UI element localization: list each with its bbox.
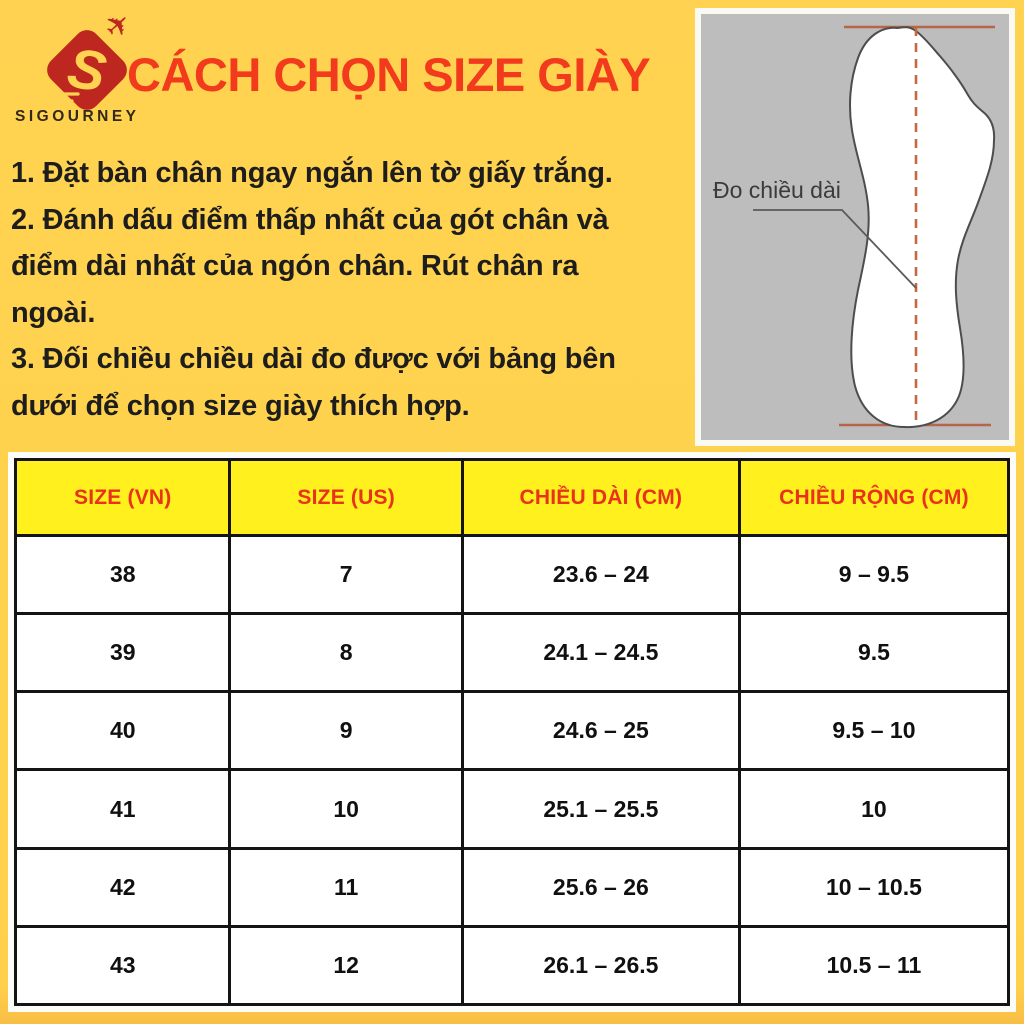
table-cell: 7 xyxy=(230,536,462,614)
brand-name: SIGOURNEY xyxy=(15,108,140,125)
table-cell: 11 xyxy=(230,848,462,926)
table-cell: 12 xyxy=(230,926,462,1004)
table-row xyxy=(16,614,1009,692)
table-cell: 38 xyxy=(16,536,230,614)
instruction-line: 2. Đánh dấu điểm thấp nhất của gót chân và xyxy=(11,203,609,236)
table-cell: 10 xyxy=(230,770,462,848)
instruction-line: dưới để chọn size giày thích hợp. xyxy=(11,389,470,422)
size-table-frame xyxy=(8,452,1016,1012)
table-cell: 24.1 – 24.5 xyxy=(462,614,739,692)
table-row xyxy=(16,848,1009,926)
svg-text:S: S xyxy=(63,35,111,104)
foot-outline-illustration xyxy=(701,14,1009,440)
foot-outline xyxy=(850,27,994,427)
table-header-row xyxy=(16,460,1009,536)
table-cell: 9.5 xyxy=(739,614,1008,692)
size-table-body xyxy=(16,536,1009,1005)
table-cell: 25.6 – 26 xyxy=(462,848,739,926)
table-header-cell: SIZE (US) xyxy=(230,460,462,536)
table-cell: 24.6 – 25 xyxy=(462,692,739,770)
table-cell: 39 xyxy=(16,614,230,692)
table-cell: 9 xyxy=(230,692,462,770)
table-cell: 43 xyxy=(16,926,230,1004)
table-row xyxy=(16,536,1009,614)
table-cell: 42 xyxy=(16,848,230,926)
table-row xyxy=(16,926,1009,1004)
table-header-cell: SIZE (VN) xyxy=(16,460,230,536)
instruction-line: điểm dài nhất của ngón chân. Rút chân ra xyxy=(11,250,579,282)
table-cell: 26.1 – 26.5 xyxy=(462,926,739,1004)
table-cell: 9.5 – 10 xyxy=(739,692,1008,770)
size-table xyxy=(14,458,1010,1006)
instruction-line: 1. Đặt bàn chân ngay ngắn lên tờ giấy trắng. xyxy=(11,157,613,189)
table-cell: 10 – 10.5 xyxy=(739,848,1008,926)
table-cell: 10 xyxy=(739,770,1008,848)
table-cell: 41 xyxy=(16,770,230,848)
table-cell: 23.6 – 24 xyxy=(462,536,739,614)
size-table-header xyxy=(16,460,1009,536)
table-header-cell: CHIỀU DÀI (CM) xyxy=(462,460,739,536)
instruction-line: 3. Đối chiều chiều dài đo được với bảng bên xyxy=(11,343,616,375)
svg-text:✈: ✈ xyxy=(97,4,140,48)
table-row xyxy=(16,770,1009,848)
table-cell: 40 xyxy=(16,692,230,770)
table-cell: 9 – 9.5 xyxy=(739,536,1008,614)
page-title: CÁCH CHỌN SIZE GIÀY xyxy=(127,48,651,101)
measure-length-label: Đo chiều dài xyxy=(713,177,841,203)
table-cell: 10.5 – 11 xyxy=(739,926,1008,1004)
instruction-line: ngoài. xyxy=(11,296,96,329)
instructions-list xyxy=(11,150,691,429)
table-header-cell: CHIỀU RỘNG (CM) xyxy=(739,460,1008,536)
foot-measurement-diagram xyxy=(695,8,1015,446)
table-cell: 25.1 – 25.5 xyxy=(462,770,739,848)
table-row xyxy=(16,692,1009,770)
table-cell: 8 xyxy=(230,614,462,692)
